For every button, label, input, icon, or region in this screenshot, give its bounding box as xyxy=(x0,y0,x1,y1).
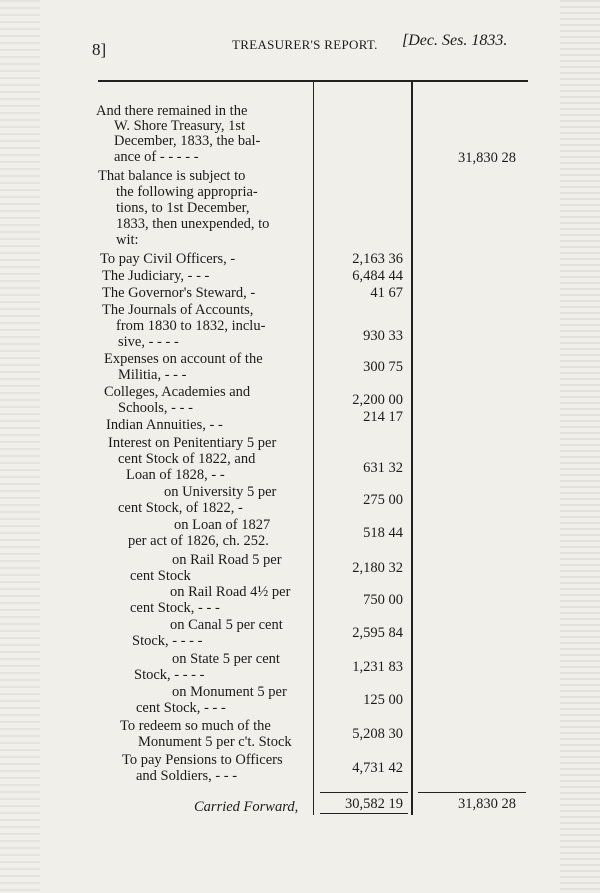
entry-amount: 930 33 xyxy=(363,328,403,344)
entry-text-line: To pay Pensions to Officers xyxy=(122,752,283,768)
entry-text-line: on University 5 per xyxy=(164,484,277,500)
entry-text-line: That balance is subject to xyxy=(98,168,246,184)
entry-amount: 214 17 xyxy=(363,409,403,425)
column-rule-totals xyxy=(411,82,413,815)
entry-amount: 2,163 36 xyxy=(352,251,403,267)
scan-edge-right xyxy=(560,0,600,893)
entry-text-line: cent Stock of 1822, and xyxy=(118,451,256,467)
entry-text-line: Schools, - - - xyxy=(118,400,193,416)
entry-text-line: Monument 5 per c't. Stock xyxy=(138,734,292,750)
entry-text-line: cent Stock xyxy=(130,568,191,584)
entry-text-line: on Rail Road 4½ per xyxy=(170,584,291,600)
entry-text-line: cent Stock, of 1822, - xyxy=(118,500,243,516)
entry-text-line: tions, to 1st December, xyxy=(116,200,250,216)
page-number: 8] xyxy=(92,40,107,59)
entry-text-line: The Governor's Steward, - xyxy=(102,285,256,301)
entry-text-line: Loan of 1828, - - xyxy=(126,467,225,483)
carried-forward-amount: 30,582 19 xyxy=(345,796,403,812)
entry-text-line: The Judiciary, - - - xyxy=(102,268,210,284)
footer-rule-total xyxy=(418,792,526,793)
entry-text-line: To pay Civil Officers, - xyxy=(100,251,236,267)
entry-text-line: Militia, - - - xyxy=(118,367,187,383)
entry-total: 31,830 28 xyxy=(458,150,516,166)
column-rule-amounts xyxy=(313,82,314,815)
footer-rule-amount xyxy=(320,792,408,793)
entry-text-line: Expenses on account of the xyxy=(104,351,263,367)
entry-amount: 5,208 30 xyxy=(352,726,403,742)
carried-forward-label: Carried Forward, xyxy=(194,799,299,815)
entry-text-line: on Rail Road 5 per xyxy=(172,552,282,568)
entry-text-line: Interest on Penitentiary 5 per xyxy=(108,435,277,451)
entry-amount: 750 00 xyxy=(363,592,403,608)
entry-text-line: on Monument 5 per xyxy=(172,684,287,700)
entry-amount: 2,200 00 xyxy=(352,392,403,408)
footer-bottom-rule-amount xyxy=(320,813,408,814)
entry-text-line: on Loan of 1827 xyxy=(174,517,271,533)
entry-text-line: Indian Annuities, - - xyxy=(106,417,223,433)
entry-amount: 300 75 xyxy=(363,359,403,375)
entry-amount: 2,595 84 xyxy=(352,625,403,641)
entry-text-line: Stock, - - - - xyxy=(134,667,205,683)
entry-text-line: ance of - - - - - xyxy=(114,149,199,165)
entry-text-line: on Canal 5 per cent xyxy=(170,617,283,633)
entry-text-line: sive, - - - - xyxy=(118,334,179,350)
entry-text-line: The Journals of Accounts, xyxy=(102,302,254,318)
entry-amount: 518 44 xyxy=(363,525,403,541)
entry-amount: 631 32 xyxy=(363,460,403,476)
entry-amount: 275 00 xyxy=(363,492,403,508)
entry-text-line: on State 5 per cent xyxy=(172,651,280,667)
entry-text-line: And there remained in the xyxy=(96,103,248,119)
entry-text-line: per act of 1826, ch. 252. xyxy=(128,533,269,549)
entry-amount: 1,231 83 xyxy=(352,659,403,675)
carried-forward-total: 31,830 28 xyxy=(458,796,516,812)
entry-text-line: To redeem so much of the xyxy=(120,718,271,734)
entry-text-line: cent Stock, - - - xyxy=(136,700,226,716)
running-head: TREASURER'S REPORT. xyxy=(232,37,378,52)
entry-text-line: and Soldiers, - - - xyxy=(136,768,238,784)
entry-amount: 125 00 xyxy=(363,692,403,708)
entry-text-line: W. Shore Treasury, 1st xyxy=(114,118,246,134)
session-label: [Dec. Ses. 1833. xyxy=(402,32,508,49)
entry-text-line: December, 1833, the bal- xyxy=(114,133,261,149)
entry-text-line: Stock, - - - - xyxy=(132,633,203,649)
entry-amount: 41 67 xyxy=(370,285,403,301)
entry-text-line: the following appropria- xyxy=(116,184,258,200)
entry-text-line: 1833, then unexpended, to xyxy=(116,216,270,232)
entry-text-line: cent Stock, - - - xyxy=(130,600,220,616)
scan-edge-left xyxy=(0,0,40,893)
entry-amount: 6,484 44 xyxy=(352,268,403,284)
entry-amount: 4,731 42 xyxy=(352,760,403,776)
entry-text-line: Colleges, Academies and xyxy=(104,384,251,400)
entry-text-line: from 1830 to 1832, inclu- xyxy=(116,318,266,334)
entry-text-line: wit: xyxy=(116,232,139,248)
entry-amount: 2,180 32 xyxy=(352,560,403,576)
